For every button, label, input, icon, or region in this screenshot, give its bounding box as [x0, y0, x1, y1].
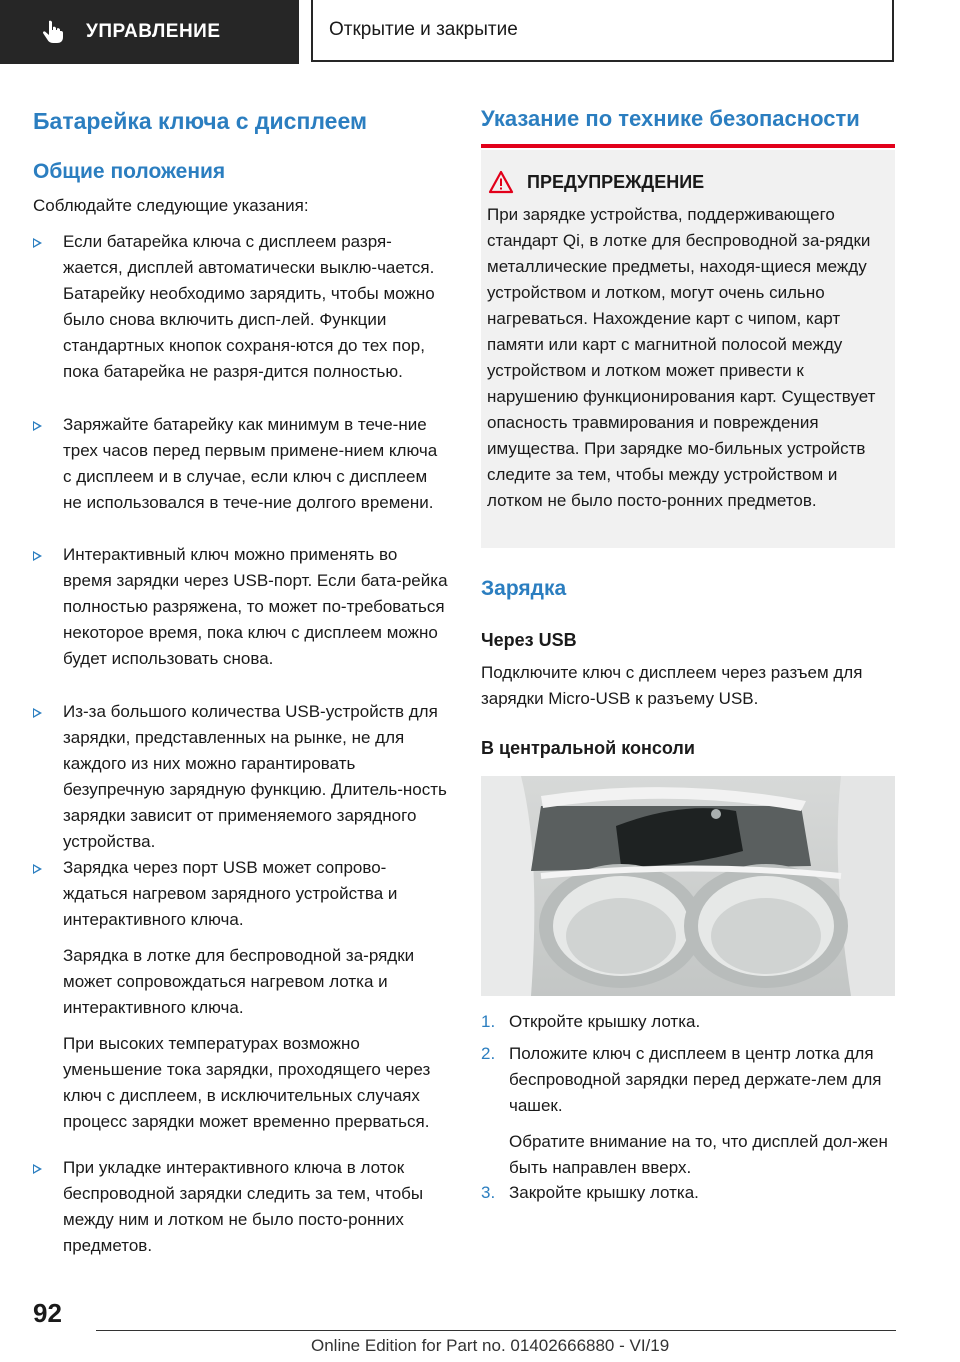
list-item: Интерактивный ключ можно применять во время зарядки через USB-порт. Если бата-рейка полностью разряжена, то может по-требоваться некоторое время, пока ключ с дисплеем можно будет использовать снова. — [33, 542, 448, 672]
bullet-arrow-icon — [33, 1164, 42, 1174]
page-header — [0, 0, 960, 66]
safety-title: Указание по технике безопасности — [481, 106, 860, 131]
list-item: Из-за большого количества USB-устройств для зарядки, представленных на рынке, не для каждого из них можно гарантировать безупречную зарядную функцию. Длитель-ность зарядки зависит от применяемого зарядного устройства. — [33, 699, 448, 855]
bullet-arrow-icon — [33, 551, 42, 561]
list-item: Заряжайте батарейку как минимум в тече-ние трех часов перед первым примене-нием ключа с дисплеем и в случае, если ключ с дисплеем не использовался в тече-ние долгого времени. — [33, 412, 448, 516]
subsection-tab-label: Открытие и закрытие — [329, 19, 518, 40]
usb-text: Подключите ключ с дисплеем через разъем для зарядки Micro-USB к разъему USB. — [481, 663, 863, 708]
list-item: 2. Положите ключ с дисплеем в центр лотка для беспроводной зарядки перед держате-лем для чашек. Обратите внимание на то, что дисплей дол-жен быть направлен вверх. — [481, 1041, 895, 1181]
list-item-paragraph: При высоких температурах возможно уменьшение тока зарядки, проходящего через ключ с дисплеем, в исключительных случаях процесс зарядки может временно прерваться. — [63, 1034, 431, 1131]
section-tab[interactable] — [0, 0, 299, 64]
bullet-arrow-icon — [33, 708, 42, 718]
section-title: Батарейка ключа с дисплеем — [33, 108, 367, 134]
list-item: Если батарейка ключа с дисплеем разря-жается, дисплей автоматически выклю-чается. Батарейку необходимо зарядить, чтобы можно было снова включить дисп-лей. Функции стандартных кнопок сохраня-ются до тех пор, пока батарейка не разря-дится полностью. — [33, 229, 448, 385]
list-item: 3. Закройте крышку лотка. — [481, 1183, 699, 1202]
bullet-arrow-icon — [33, 421, 42, 431]
subsection-tab[interactable] — [311, 0, 894, 62]
warning-rule — [481, 144, 895, 148]
warning-title: ПРЕДУПРЕЖДЕНИЕ — [527, 172, 705, 192]
bullet-arrow-icon — [33, 864, 42, 874]
intro-text: Соблюдайте следующие указания: — [33, 196, 309, 215]
page-number: 92 — [33, 1298, 62, 1328]
list-item: 1. Откройте крышку лотка. — [481, 1012, 701, 1031]
bullet-arrow-icon — [33, 238, 42, 248]
edition-text: Online Edition for Part no. 01402666880 - VI/19 — [311, 1336, 670, 1355]
list-item-paragraph: Зарядка в лотке для беспроводной за-рядки может сопровождаться нагревом лотка и интерактивного ключа. — [63, 946, 415, 1017]
step-note: Обратите внимание на то, что дисплей дол-жен быть направлен вверх. — [509, 1132, 888, 1177]
center-console-photo — [481, 776, 895, 996]
charging-title: Зарядка — [481, 577, 567, 600]
warning-text: При зарядке устройства, поддерживающего стандарт Qi, в лотке для беспроводной за-рядки металлические предметы, находя-щиеся между устройством и лотком, могут очень сильно нагреваться. Нахождение карт с чипом, карт памяти или карт с магнитной полосой между устройством и лотком может привести к нарушению функционирования карт. Существует опасность травмирования и повреждения имущества. При зарядке мо-бильных устройств следите за тем, чтобы между устройством и лотком не было посто-ронних предметов. — [487, 205, 876, 510]
section-tab-label: УПРАВЛЕНИЕ — [86, 21, 221, 42]
subsection-title: Общие положения — [33, 160, 226, 183]
usb-title: Через USB — [481, 630, 577, 650]
warning-box — [481, 150, 895, 548]
hand-pointer-icon — [40, 19, 66, 45]
console-title: В центральной консоли — [481, 738, 695, 758]
footer-divider — [96, 1330, 896, 1331]
list-item: При укладке интерактивного ключа в лоток беспроводной зарядки следить за тем, чтобы между ним и лотком не было посто-ронних предметов. — [33, 1155, 448, 1259]
warning-triangle-icon — [488, 170, 514, 194]
list-item: Зарядка через порт USB может сопрово-ждаться нагревом зарядного устройства и интерактивного ключа. Зарядка в лотке для беспроводной за-рядки может сопровождаться нагревом лотка и интерактивного ключа. При высоких температурах возможно уменьшение тока зарядки, проходящего через ключ с дисплеем, в исключительных случаях процесс зарядки может временно прерваться. — [33, 855, 448, 1135]
